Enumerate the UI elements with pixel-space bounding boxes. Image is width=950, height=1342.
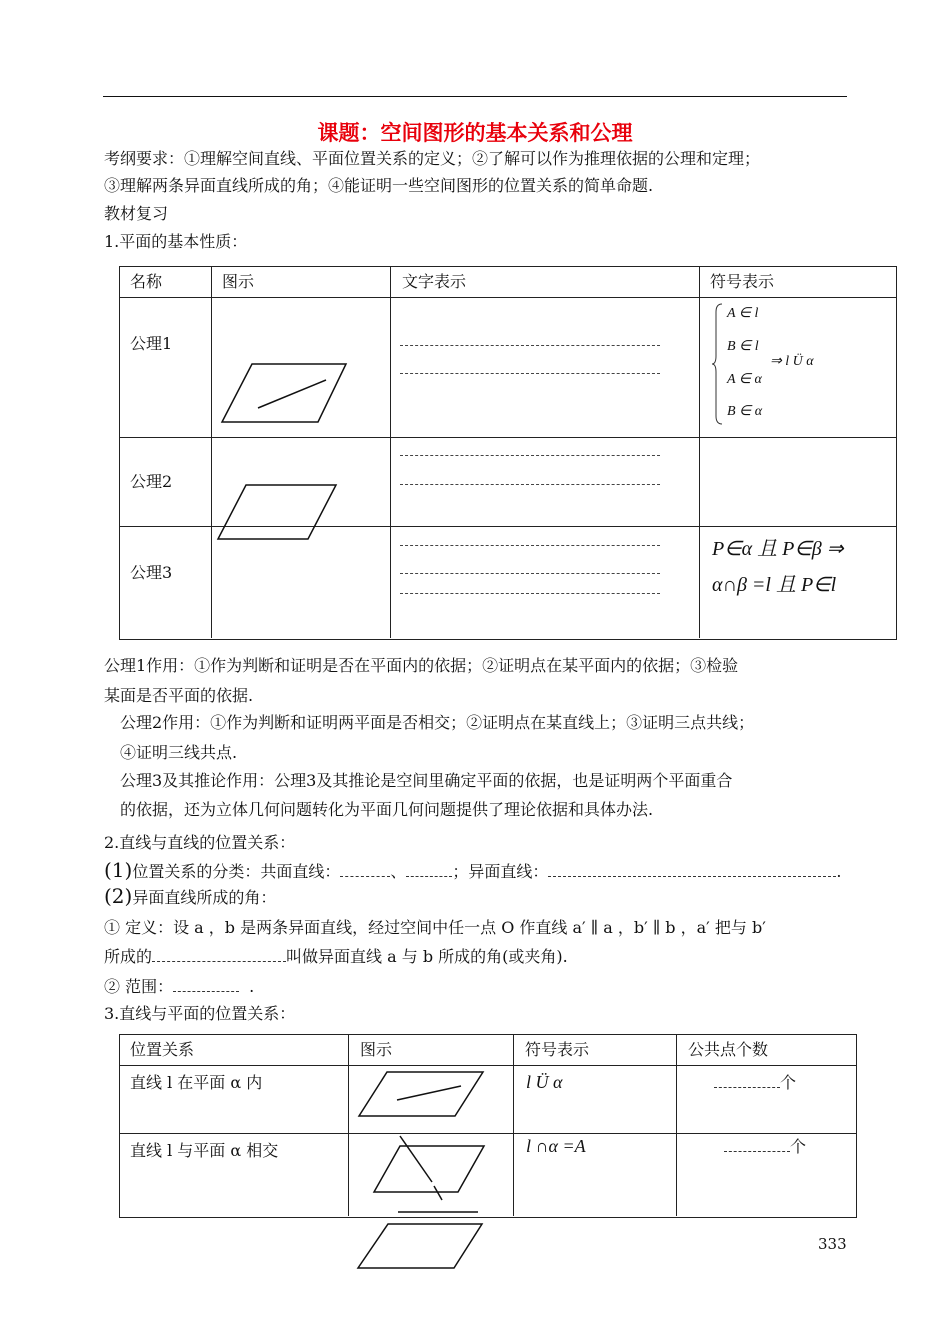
symbol-intersect: l ∩α =A bbox=[526, 1136, 586, 1156]
line-intersect-plane-figure bbox=[370, 1134, 490, 1214]
symbol-result: ⇒ l Ü α bbox=[770, 354, 814, 369]
count-intersect: 个 bbox=[724, 1134, 806, 1157]
axiom-3-symbol-line1: P∈α 且 P∈β ⇒ bbox=[712, 538, 844, 560]
header-figure: 图示 bbox=[222, 272, 255, 291]
section-1-heading: 1.平面的基本性质： bbox=[104, 232, 248, 251]
range-line: ② 范围： . bbox=[104, 977, 255, 996]
brace-icon bbox=[712, 302, 724, 426]
symbol-A-in-l: A ∈ l bbox=[727, 306, 759, 321]
axiom-2-usage-l2: ④证明三线共点. bbox=[120, 743, 238, 762]
section-2-heading: 2.直线与直线的位置关系： bbox=[104, 833, 296, 852]
intro-line-1: 考纲要求：①理解空间直线、平面位置关系的定义；②了解可以作为推理依据的公理和定理； bbox=[104, 149, 761, 168]
axiom-3-name: 公理3 bbox=[130, 563, 173, 582]
axiom-3-usage-l1: 公理3及其推论作用：公理3及其推论是空间里确定平面的依据，也是证明两个平面重合 bbox=[120, 771, 733, 790]
axiom-2-name: 公理2 bbox=[130, 472, 173, 491]
axiom-3-symbol-line2: α∩β =l 且 P∈l bbox=[712, 574, 837, 596]
definition-line-1: ① 定义：设 a ，b 是两条异面直线，经过空间中任一点 O 作直线 a′ ∥ a ，b′ ∥ b ，a′ 把与 b′ bbox=[104, 918, 766, 937]
parallel-plane-figure bbox=[356, 1222, 486, 1272]
line-in-plane-figure bbox=[357, 1070, 487, 1120]
symbol-in-plane: l Ü α bbox=[526, 1072, 563, 1092]
intro-line-2: ③理解两条异面直线所成的角；④能证明一些空间图形的位置关系的简单命题. bbox=[104, 176, 654, 195]
relation-intersect: 直线 l 与平面 α 相交 bbox=[130, 1141, 279, 1160]
symbol-B-in-alpha: B ∈ α bbox=[727, 404, 763, 419]
page-number: 333 bbox=[818, 1235, 847, 1253]
header-relation: 位置关系 bbox=[130, 1040, 195, 1059]
classification-line: (1)位置关系的分类：共面直线： 、 ；异面直线： . bbox=[104, 858, 842, 882]
plane-figure bbox=[216, 483, 340, 543]
definition-line-2: 所成的 叫做异面直线 a 与 b 所成的角(或夹角). bbox=[104, 947, 568, 966]
header-figure-2: 图示 bbox=[360, 1040, 393, 1059]
axiom-1-usage-l2: 某面是否平面的依据. bbox=[104, 686, 254, 705]
axiom-1-usage-l1: 公理1作用：①作为判断和证明是否在平面内的依据；②证明点在某平面内的依据；③检验 bbox=[104, 656, 739, 675]
header-text: 文字表示 bbox=[402, 272, 467, 291]
header-name: 名称 bbox=[130, 272, 163, 291]
header-rule bbox=[103, 96, 847, 97]
header-common-points: 公共点个数 bbox=[688, 1040, 769, 1059]
section-3-heading: 3.直线与平面的位置关系： bbox=[104, 1004, 296, 1023]
relation-in-plane: 直线 l 在平面 α 内 bbox=[130, 1073, 263, 1092]
count-in-plane: 个 bbox=[714, 1070, 796, 1093]
header-symbol: 符号表示 bbox=[710, 272, 775, 291]
symbol-B-in-l: B ∈ l bbox=[727, 339, 759, 354]
header-symbol-2: 符号表示 bbox=[525, 1040, 590, 1059]
symbol-A-in-alpha: A ∈ α bbox=[727, 372, 762, 387]
page-title: 课题：空间图形的基本关系和公理 bbox=[317, 121, 633, 145]
axiom-3-usage-l2: 的依据，还为立体几何问题转化为平面几何问题提供了理论依据和具体办法. bbox=[120, 800, 654, 819]
review-heading: 教材复习 bbox=[104, 204, 169, 223]
angle-heading: (2)异面直线所成的角： bbox=[104, 884, 277, 908]
axiom-1-name: 公理1 bbox=[130, 334, 173, 353]
plane-with-line-figure bbox=[220, 362, 350, 426]
axiom-2-usage-l1: 公理2作用：①作为判断和证明两平面是否相交；②证明点在某直线上；③证明三点共线； bbox=[120, 713, 755, 732]
